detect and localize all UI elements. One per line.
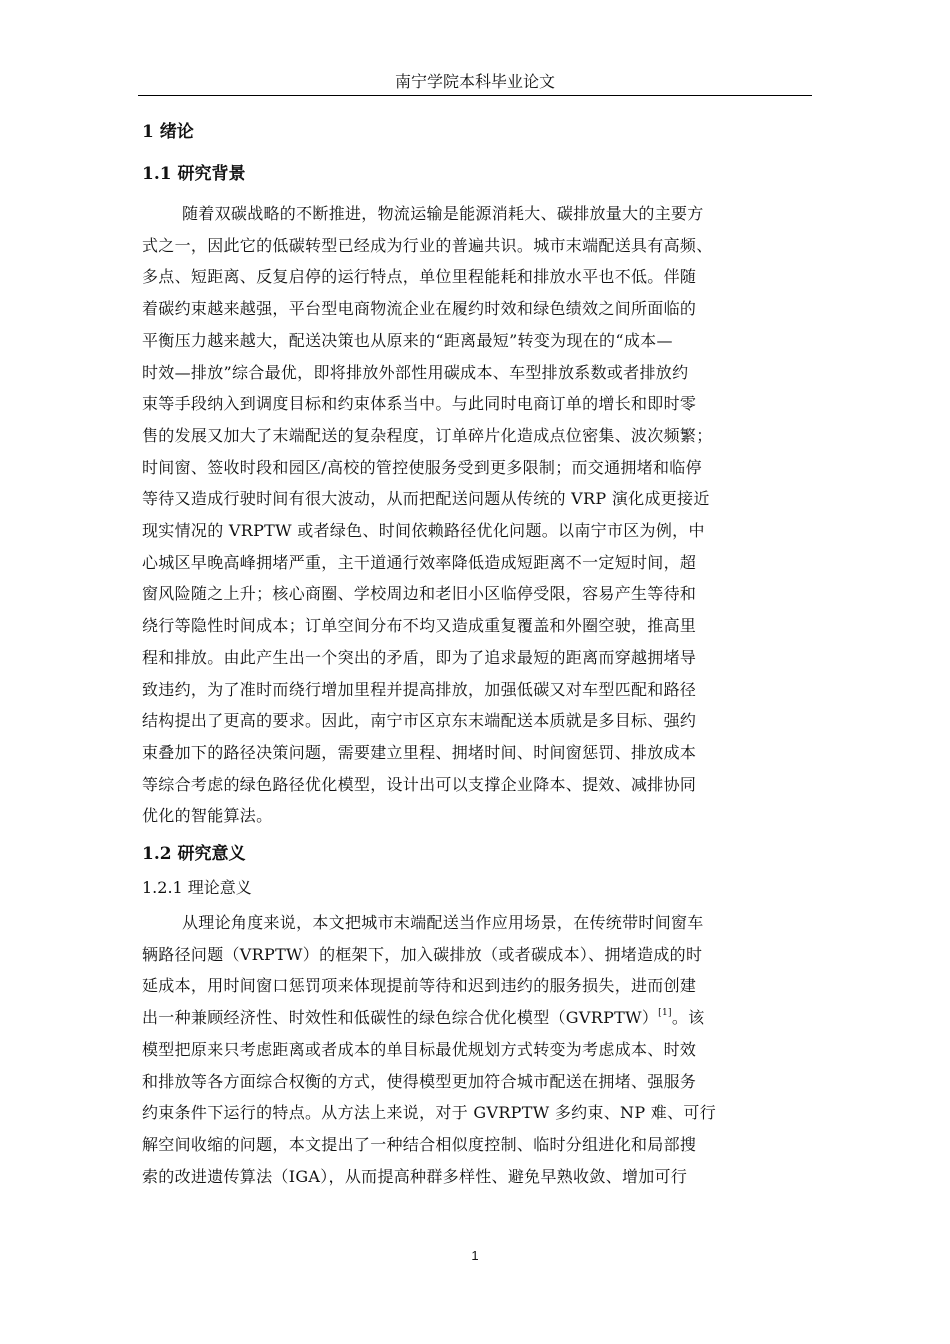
subsection-heading-1-2-1: 1.2.1 理论意义 [142, 878, 252, 898]
paragraph-line: 着碳约束越来越强，平台型电商物流企业在履约时效和绿色绩效之间所面临的 [142, 299, 697, 319]
paragraph-line: 从理论角度来说，本文把城市末端配送当作应用场景，在传统带时间窗车 [182, 913, 704, 933]
paragraph-line: 窗风险随之上升；核心商圈、学校周边和老旧小区临停受限，容易产生等待和 [142, 584, 697, 604]
paragraph-line: 解空间收缩的问题，本文提出了一种结合相似度控制、临时分组进化和局部搜 [142, 1134, 697, 1154]
header-divider [138, 95, 812, 96]
paragraph-line: 随着双碳战略的不断推进，物流运输是能源消耗大、碳排放量大的主要方 [182, 204, 704, 223]
section-heading-1-1: 1.1 研究背景 [142, 164, 246, 184]
paragraph-line: 束等手段纳入到调度目标和约束体系当中。与此同时电商订单的增长和即时零 [142, 394, 697, 414]
paragraph-line: 延成本，用时间窗口惩罚项来体现提前等待和迟到违约的服务损失，进而创建 [142, 976, 697, 996]
page-number: 1 [471, 1248, 479, 1263]
paragraph-line: 平衡压力越来越大，配送决策也从原来的“距离最短”转变为现在的“成本— [142, 330, 673, 350]
chapter-heading: 1 绪论 [142, 122, 194, 142]
paragraph-line-with-citation [142, 1002, 800, 1034]
paragraph-line: 等综合考虑的绿色路径优化模型，设计出可以支撑企业降本、提效、减排协同 [142, 774, 697, 794]
paragraph-line: 结构提出了更高的要求。因此，南宁市区京东末端配送本质就是多目标、强约 [142, 711, 697, 731]
paragraph-line: 索的改进遗传算法（IGA），从而提高种群多样性、避免早熟收敛、增加可行 [142, 1166, 688, 1186]
background-paragraph [142, 198, 800, 832]
paragraph-line: 束叠加下的路径决策问题，需要建立里程、拥堵时间、时间窗惩罚、排放成本 [142, 742, 697, 762]
paragraph-line: 约束条件下运行的特点。从方法上来说，对于 GVRPTW 多约束、NP 难、可行 [142, 1103, 716, 1123]
paragraph-line: 程和排放。由此产生出一个突出的矛盾，即为了追求最短的距离而穿越拥堵导 [142, 647, 697, 667]
paragraph-line: 绕行等隐性时间成本；订单空间分布不均又造成重复覆盖和外圈空驶，推高里 [142, 616, 697, 636]
paragraph-text: 。该 [671, 1008, 705, 1028]
paragraph-line: 式之一，因此它的低碳转型已经成为行业的普遍共识。城市末端配送具有高频、 [142, 235, 713, 255]
paragraph-line: 和排放等各方面综合权衡的方式，使得模型更加符合城市配送在拥堵、强服务 [142, 1071, 697, 1091]
page-body [142, 113, 800, 1192]
section-heading-1-2: 1.2 研究意义 [142, 844, 246, 865]
paragraph-line: 心城区早晚高峰拥堵严重，主干道通行效率降低造成短距离不一定短时间，超 [142, 552, 697, 572]
paragraph-line: 现实情况的 VRPTW 或者绿色、时间依赖路径优化问题。以南宁市区为例，中 [142, 521, 705, 541]
paragraph-line: 售的发展又加大了末端配送的复杂程度，订单碎片化造成点位密集、波次频繁； [142, 425, 713, 445]
paragraph-line: 时效—排放”综合最优，即将排放外部性用碳成本、车型排放系数或者排放约 [142, 362, 689, 382]
paragraph-line: 模型把原来只考虑距离或者成本的单目标最优规划方式转变为考虑成本、时效 [142, 1039, 697, 1059]
theory-paragraph [142, 907, 800, 1192]
citation-ref[interactable]: [1] [658, 1008, 672, 1019]
page-header-title: 南宁学院本科毕业论文 [394, 72, 555, 91]
paragraph-text: 出一种兼顾经济性、时效性和低碳性的绿色综合优化模型（GVRPTW） [142, 1008, 659, 1028]
paragraph-line: 辆路径问题（VRPTW）的框架下，加入碳排放（或者碳成本）、拥堵造成的时 [142, 944, 703, 964]
paragraph-line: 致违约，为了准时而绕行增加里程并提高排放，加强低碳又对车型匹配和路径 [142, 679, 697, 699]
paragraph-line: 优化的智能算法。 [142, 806, 273, 826]
paragraph-line: 时间窗、签收时段和园区/高校的管控使服务受到更多限制；而交通拥堵和临停 [142, 457, 702, 477]
paragraph-line: 等待又造成行驶时间有很大波动，从而把配送问题从传统的 VRP 演化成更接近 [142, 489, 710, 509]
paragraph-line: 多点、短距离、反复启停的运行特点，单位里程能耗和排放水平也不低。伴随 [142, 267, 697, 287]
